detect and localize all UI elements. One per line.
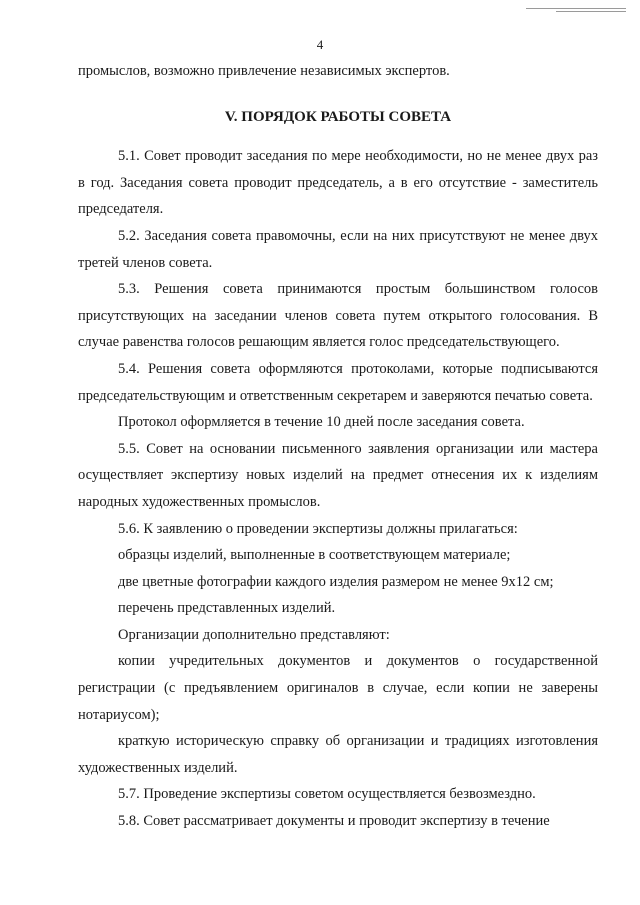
scan-line [556,11,626,12]
section-heading: V. ПОРЯДОК РАБОТЫ СОВЕТА [224,108,452,125]
paragraph-5-3: 5.3. Решения совета принимаются простым большинством голосов присутствующих на заседании членов совета путем открытого голосования. В случае равенства голосов решающим является голос председательствующего. [78,281,598,351]
paragraph-5-2: 5.2. Заседания совета правомочны, если на них присутствуют не менее двух третей членов совета. [78,227,598,271]
list-item-inventory: перечень представленных изделий. [118,600,336,617]
paragraph-5-4: 5.4. Решения совета оформляются протоколами, которые подписываются председательствующим и ответственным секретарем и заверяются печатью совета. [78,360,598,404]
scan-line [526,8,626,9]
paragraph-protocol: Протокол оформляется в течение 10 дней после заседания совета. [118,414,525,431]
list-item-samples: образцы изделий, выполненные в соответствующем материале; [118,547,511,564]
scan-edge-marks [526,8,626,14]
paragraph-5-8: 5.8. Совет рассматривает документы и проводит экспертизу в течение [118,813,550,830]
paragraph-continuation: промыслов, возможно привлечение независимых экспертов. [78,63,450,79]
document-body [78,58,598,835]
paragraph-5-5: 5.5. Совет на основании письменного заявления организации или мастера осуществляет экспертизу новых изделий на предмет отнесения их к изделиям народных художественных промыслов. [78,440,598,510]
page-number: 4 [316,37,324,52]
paragraph-5-7: 5.7. Проведение экспертизы советом осуществляется безвозмездно. [118,786,536,803]
paragraph-5-1: 5.1. Совет проводит заседания по мере необходимости, но не менее двух раз в год. Заседания совета проводит председатель, а в его отсутствие - заместитель председателя. [78,148,598,218]
paragraph-5-6: 5.6. К заявлению о проведении экспертизы должны прилагаться: [118,520,518,537]
paragraph-organizations: Организации дополнительно представляют: [118,626,390,643]
list-item-charter-copies: копии учредительных документов и документов о государственной регистрации (с предъявлением оригиналов в случае, если копии не заверены нотариусом); [78,653,598,723]
list-item-history: краткую историческую справку об организации и традициях изготовления художественных изделий. [78,733,598,776]
list-item-photos: две цветные фотографии каждого изделия размером не менее 9x12 см; [118,573,554,590]
